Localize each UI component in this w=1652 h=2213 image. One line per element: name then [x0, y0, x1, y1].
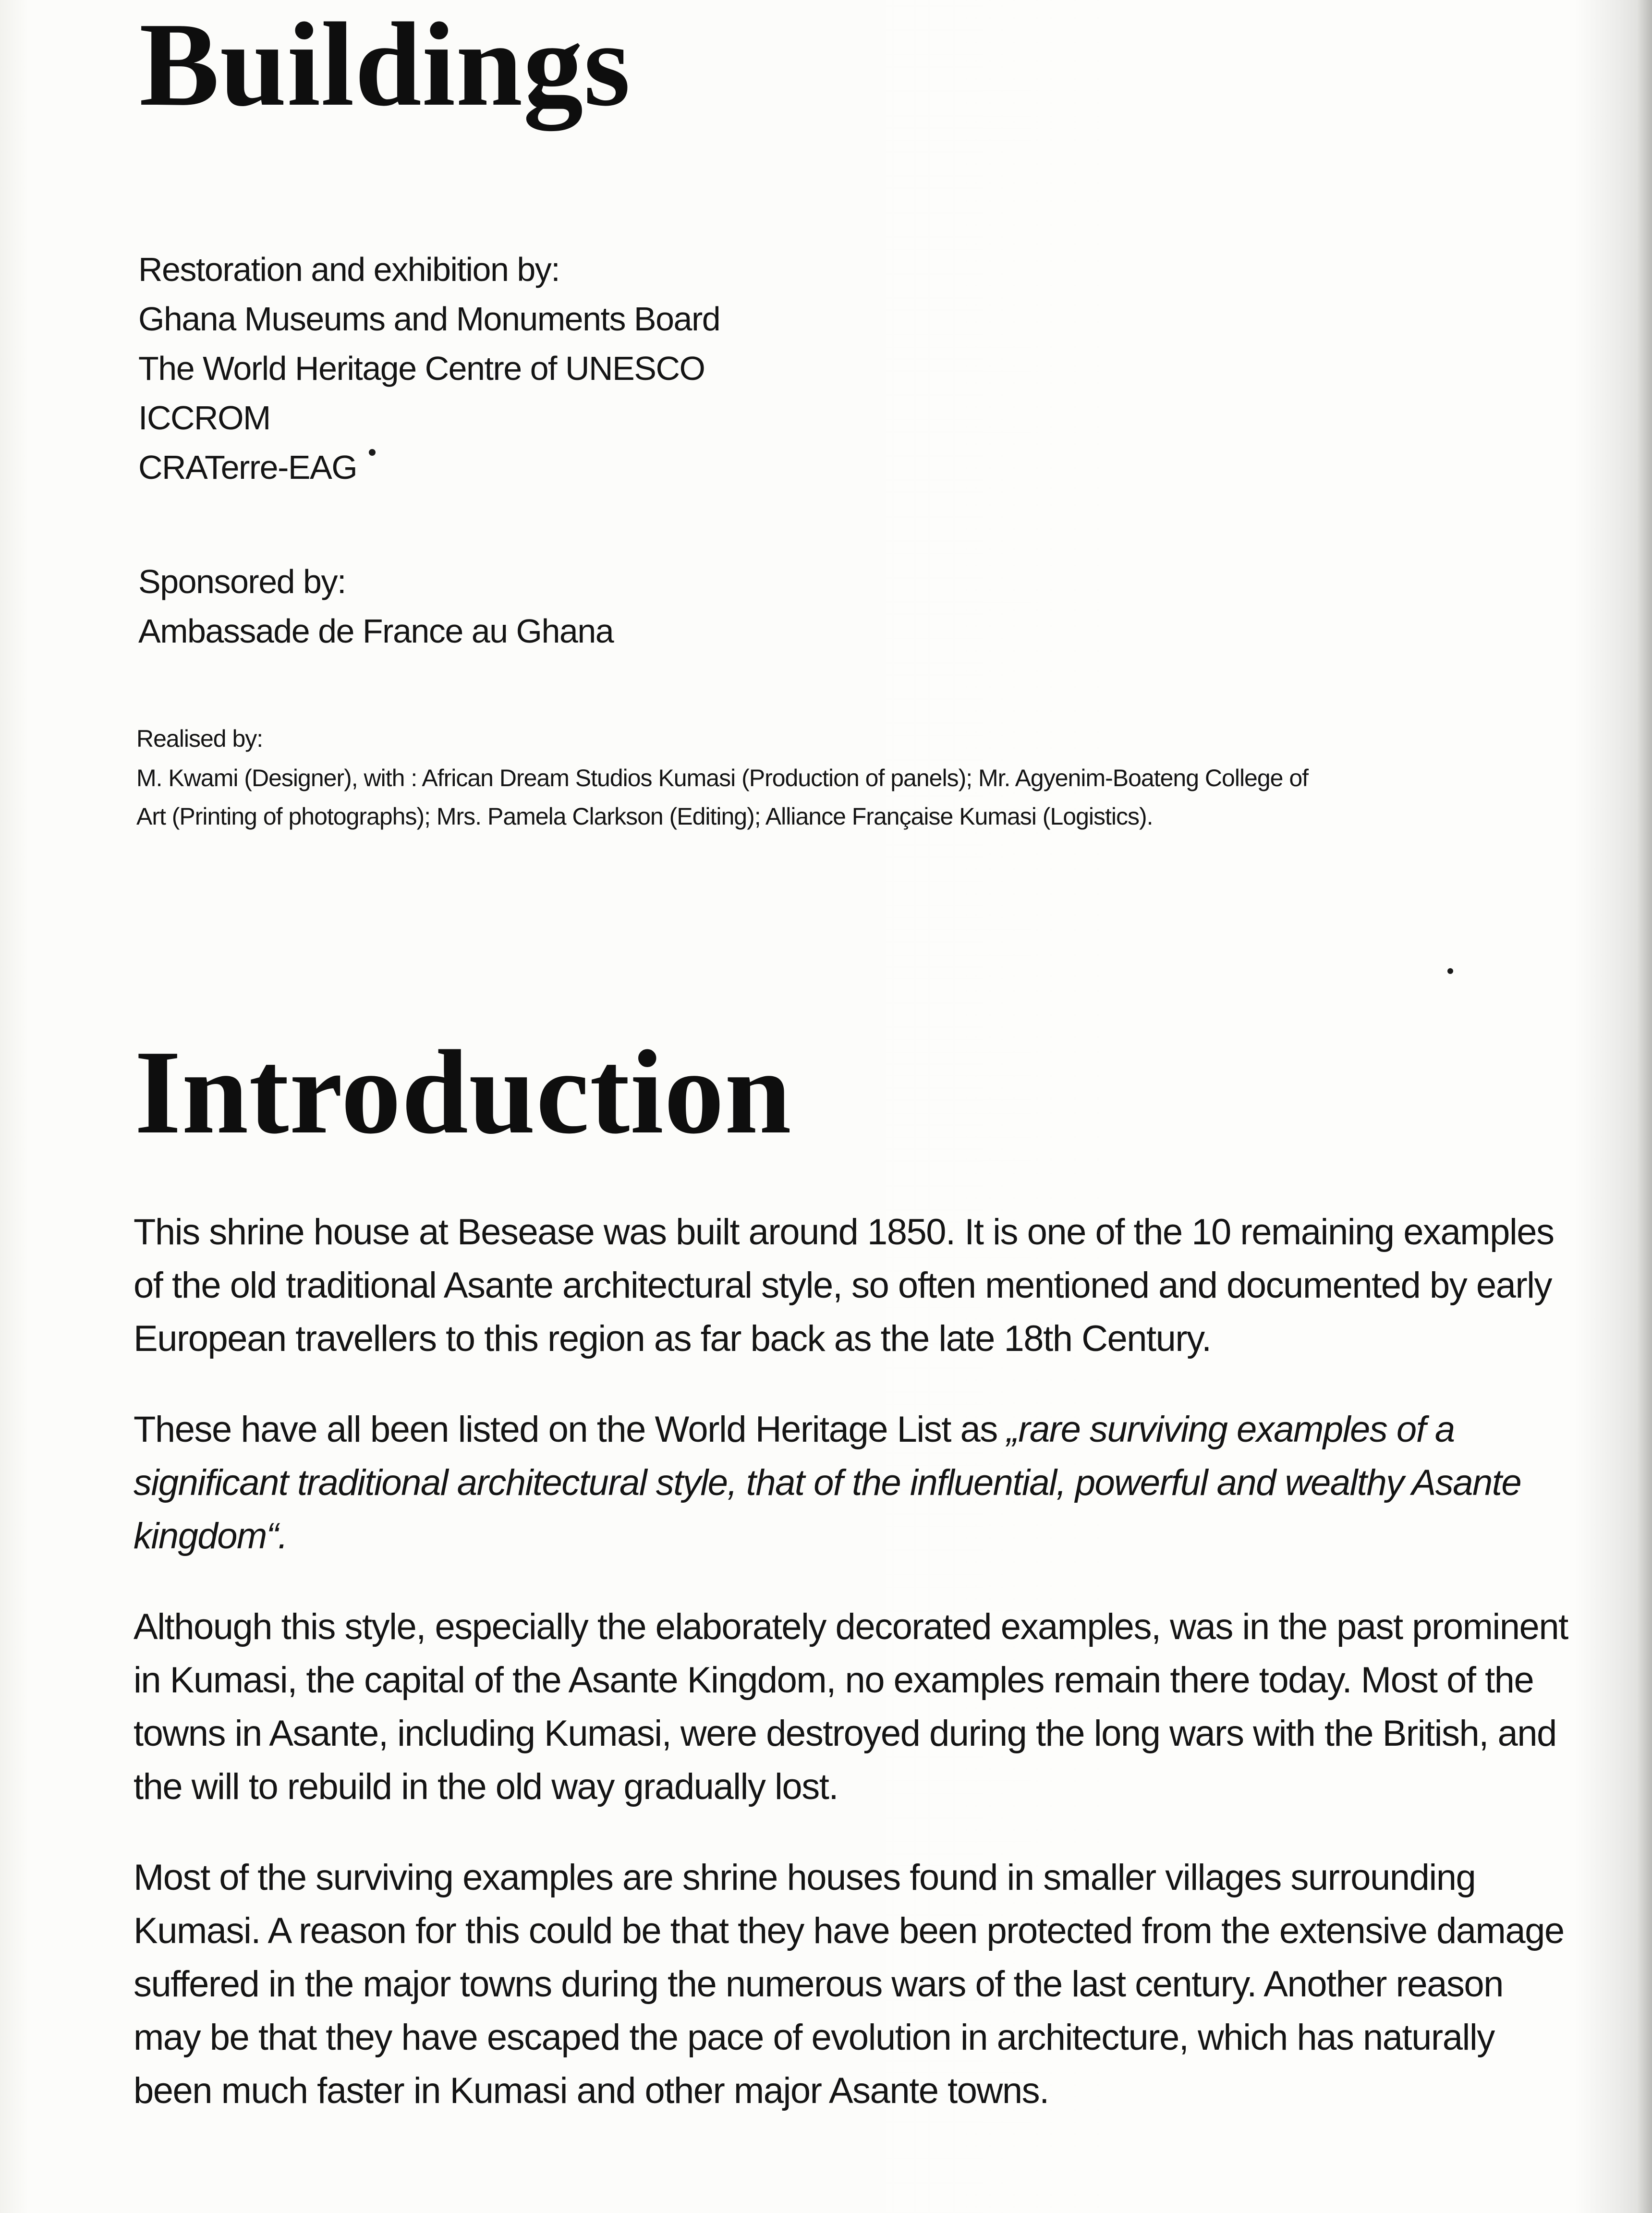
- page-edge-shadow: [1638, 0, 1652, 2213]
- realised-line: Art (Printing of photographs); Mrs. Pamela Clarkson (Editing); Alliance Française Kumasi (Logistics).: [136, 803, 1153, 830]
- realised-line: M. Kwami (Designer), with : African Dream Studios Kumasi (Production of panels); Mr. Agyenim-Boateng College of: [136, 765, 1309, 791]
- sponsor-name: Ambassade de France au Ghana: [138, 612, 614, 650]
- paragraph-line: Kumasi. A reason for this could be that they have been protected from the extensive damage: [134, 1910, 1564, 1951]
- paragraph-line: This shrine house at Besease was built around 1850. It is one of the 10 remaining examples: [134, 1212, 1554, 1252]
- realised-label: Realised by:: [136, 725, 263, 752]
- intro-paragraph-1: [134, 1205, 1574, 1365]
- paragraph-text: These have all been listed on the World Heritage List as: [134, 1409, 1007, 1450]
- intro-paragraph-3: [134, 1600, 1574, 1813]
- paragraph-line: towns in Asante, including Kumasi, were destroyed during the long wars with the British, and: [134, 1713, 1556, 1754]
- organisation-gmmb: Ghana Museums and Monuments Board: [138, 300, 720, 338]
- world-heritage-quote: „rare surviving examples of a: [1007, 1409, 1455, 1450]
- sponsor-credits: [138, 557, 613, 656]
- paragraph-line: [134, 1403, 1574, 1456]
- introduction-heading: Introduction: [134, 1026, 792, 1159]
- paragraph-line: may be that they have escaped the pace of evolution in architecture, which has naturally: [134, 2017, 1494, 2058]
- realised-credits: [136, 719, 1308, 836]
- paragraph-line: Most of the surviving examples are shrine houses found in smaller villages surrounding: [134, 1857, 1476, 1898]
- print-speck: [1447, 968, 1453, 974]
- buildings-heading: Buildings: [139, 0, 631, 131]
- paragraph-line: European travellers to this region as far back as the late 18th Century.: [134, 1318, 1211, 1359]
- world-heritage-quote: kingdom“.: [134, 1516, 288, 1556]
- organisation-unesco: The World Heritage Centre of UNESCO: [138, 350, 705, 387]
- paragraph-line: been much faster in Kumasi and other major Asante towns.: [134, 2070, 1049, 2111]
- intro-paragraph-2: [134, 1403, 1574, 1563]
- restoration-credits: [138, 245, 720, 492]
- paragraph-line: the will to rebuild in the old way gradually lost.: [134, 1766, 838, 1807]
- intro-paragraph-4: [134, 1851, 1574, 2117]
- introduction-body: [134, 1205, 1574, 2165]
- sponsored-label: Sponsored by:: [138, 563, 346, 600]
- paragraph-line: of the old traditional Asante architectural style, so often mentioned and documented by early: [134, 1265, 1552, 1306]
- paragraph-line: in Kumasi, the capital of the Asante Kingdom, no examples remain there today. Most of the: [134, 1660, 1534, 1701]
- paragraph-line: suffered in the major towns during the numerous wars of the last century. Another reason: [134, 1964, 1503, 2005]
- print-speck: [369, 449, 376, 456]
- organisation-iccrom: ICCROM: [138, 399, 270, 437]
- organisation-craterre: CRATerre-EAG: [138, 449, 357, 486]
- world-heritage-quote: significant traditional architectural style, that of the influential, powerful and wealthy Asante: [134, 1462, 1521, 1503]
- paragraph-line: Although this style, especially the elaborately decorated examples, was in the past prominent: [134, 1606, 1568, 1647]
- restoration-label: Restoration and exhibition by:: [138, 251, 560, 288]
